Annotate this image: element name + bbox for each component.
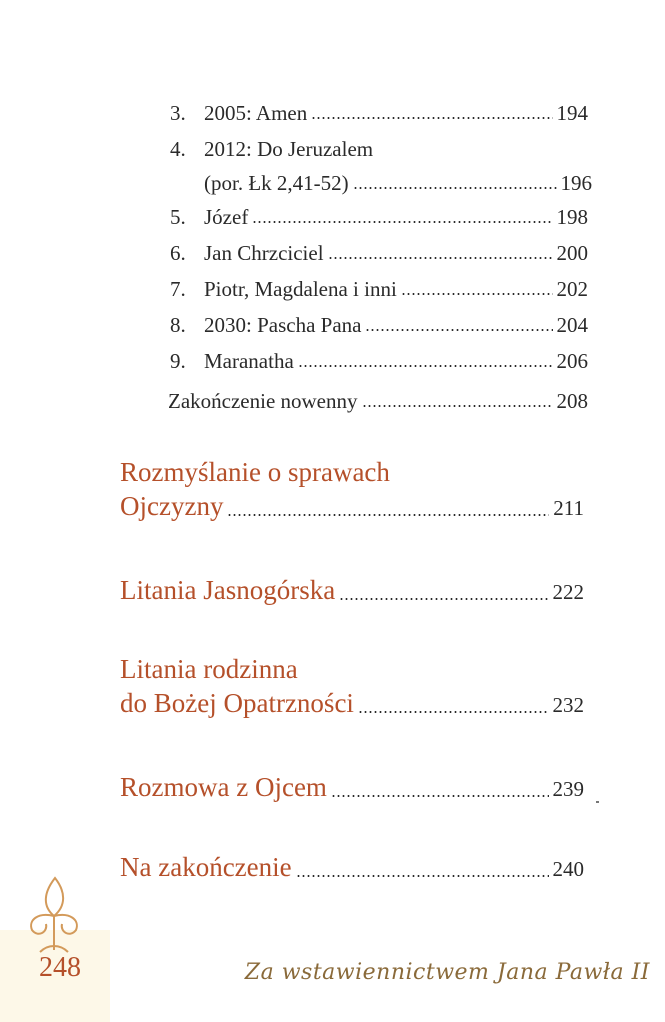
section-title-continued: Ojczyzny — [120, 491, 224, 521]
entry-page: 198 — [556, 205, 588, 229]
dot-leader — [227, 513, 549, 517]
entry-title: 2030: Pascha Pana — [204, 313, 362, 337]
floral-ornament-icon — [20, 872, 90, 962]
entry-number: 5. — [170, 205, 186, 229]
entry-page: 196 — [560, 171, 592, 195]
dot-leader — [252, 220, 552, 224]
entry-number: 4. — [170, 137, 186, 161]
dot-leader — [331, 794, 549, 798]
section-page: 222 — [552, 580, 584, 604]
section-page: 239 — [552, 777, 584, 801]
print-speck — [596, 801, 599, 803]
entry-title: 2012: Do Jeruzalem — [204, 137, 374, 161]
dot-leader — [339, 597, 548, 601]
dot-leader — [401, 292, 553, 296]
entry-page: 194 — [556, 101, 588, 125]
entry-page: 206 — [556, 349, 588, 373]
entry-number: 9. — [170, 349, 186, 373]
dot-leader — [298, 364, 553, 368]
section-title: Rozmyślanie o sprawach — [120, 457, 390, 487]
dot-leader — [362, 404, 553, 408]
entry-title: Piotr, Magdalena i inni — [204, 277, 397, 301]
dot-leader — [358, 710, 549, 714]
dot-leader — [296, 874, 549, 878]
entry-title-continued: (por. Łk 2,41-52) — [204, 171, 349, 195]
entry-page: 200 — [556, 241, 588, 265]
section-title: Na zakończenie — [120, 852, 292, 882]
section-title: Rozmowa z Ojcem — [120, 772, 327, 802]
toc-entry — [170, 204, 588, 230]
entry-title: Józef — [204, 205, 249, 229]
toc-entry — [170, 100, 588, 126]
toc-entry — [170, 136, 592, 196]
dot-leader — [365, 328, 552, 332]
toc-section — [120, 455, 584, 525]
entry-number: 3. — [170, 101, 186, 125]
page-number: 248 — [39, 952, 81, 983]
entry-title: 2005: Amen — [204, 101, 308, 125]
entry-title: Maranatha — [204, 349, 294, 373]
section-title: Litania Jasnogórska — [120, 575, 336, 605]
dot-leader — [328, 256, 553, 260]
section-page: 211 — [553, 496, 584, 520]
entry-title: Zakończenie nowenny — [168, 389, 358, 413]
toc-section — [120, 652, 584, 722]
entry-page: 208 — [556, 389, 588, 413]
running-title: Za wstawiennictwem Jana Pawła II — [244, 960, 650, 985]
toc-entry — [168, 388, 588, 414]
toc-section — [120, 573, 584, 609]
toc-section — [120, 770, 584, 806]
entry-page: 204 — [556, 313, 588, 337]
entry-number: 7. — [170, 277, 186, 301]
entry-title: Jan Chrzciciel — [204, 241, 324, 265]
section-title-continued: do Bożej Opatrzności — [120, 688, 354, 718]
dot-leader — [353, 186, 557, 190]
section-page: 240 — [552, 857, 584, 881]
dot-leader — [311, 116, 552, 120]
section-page: 232 — [552, 693, 584, 717]
entry-number: 8. — [170, 313, 186, 337]
toc-entry — [170, 240, 588, 266]
toc-entry — [170, 312, 588, 338]
entry-page: 202 — [556, 277, 588, 301]
toc-entry — [170, 348, 588, 374]
entry-number: 6. — [170, 241, 186, 265]
toc-section — [120, 850, 584, 886]
toc-entry — [170, 276, 588, 302]
section-title: Litania rodzinna — [120, 654, 298, 684]
